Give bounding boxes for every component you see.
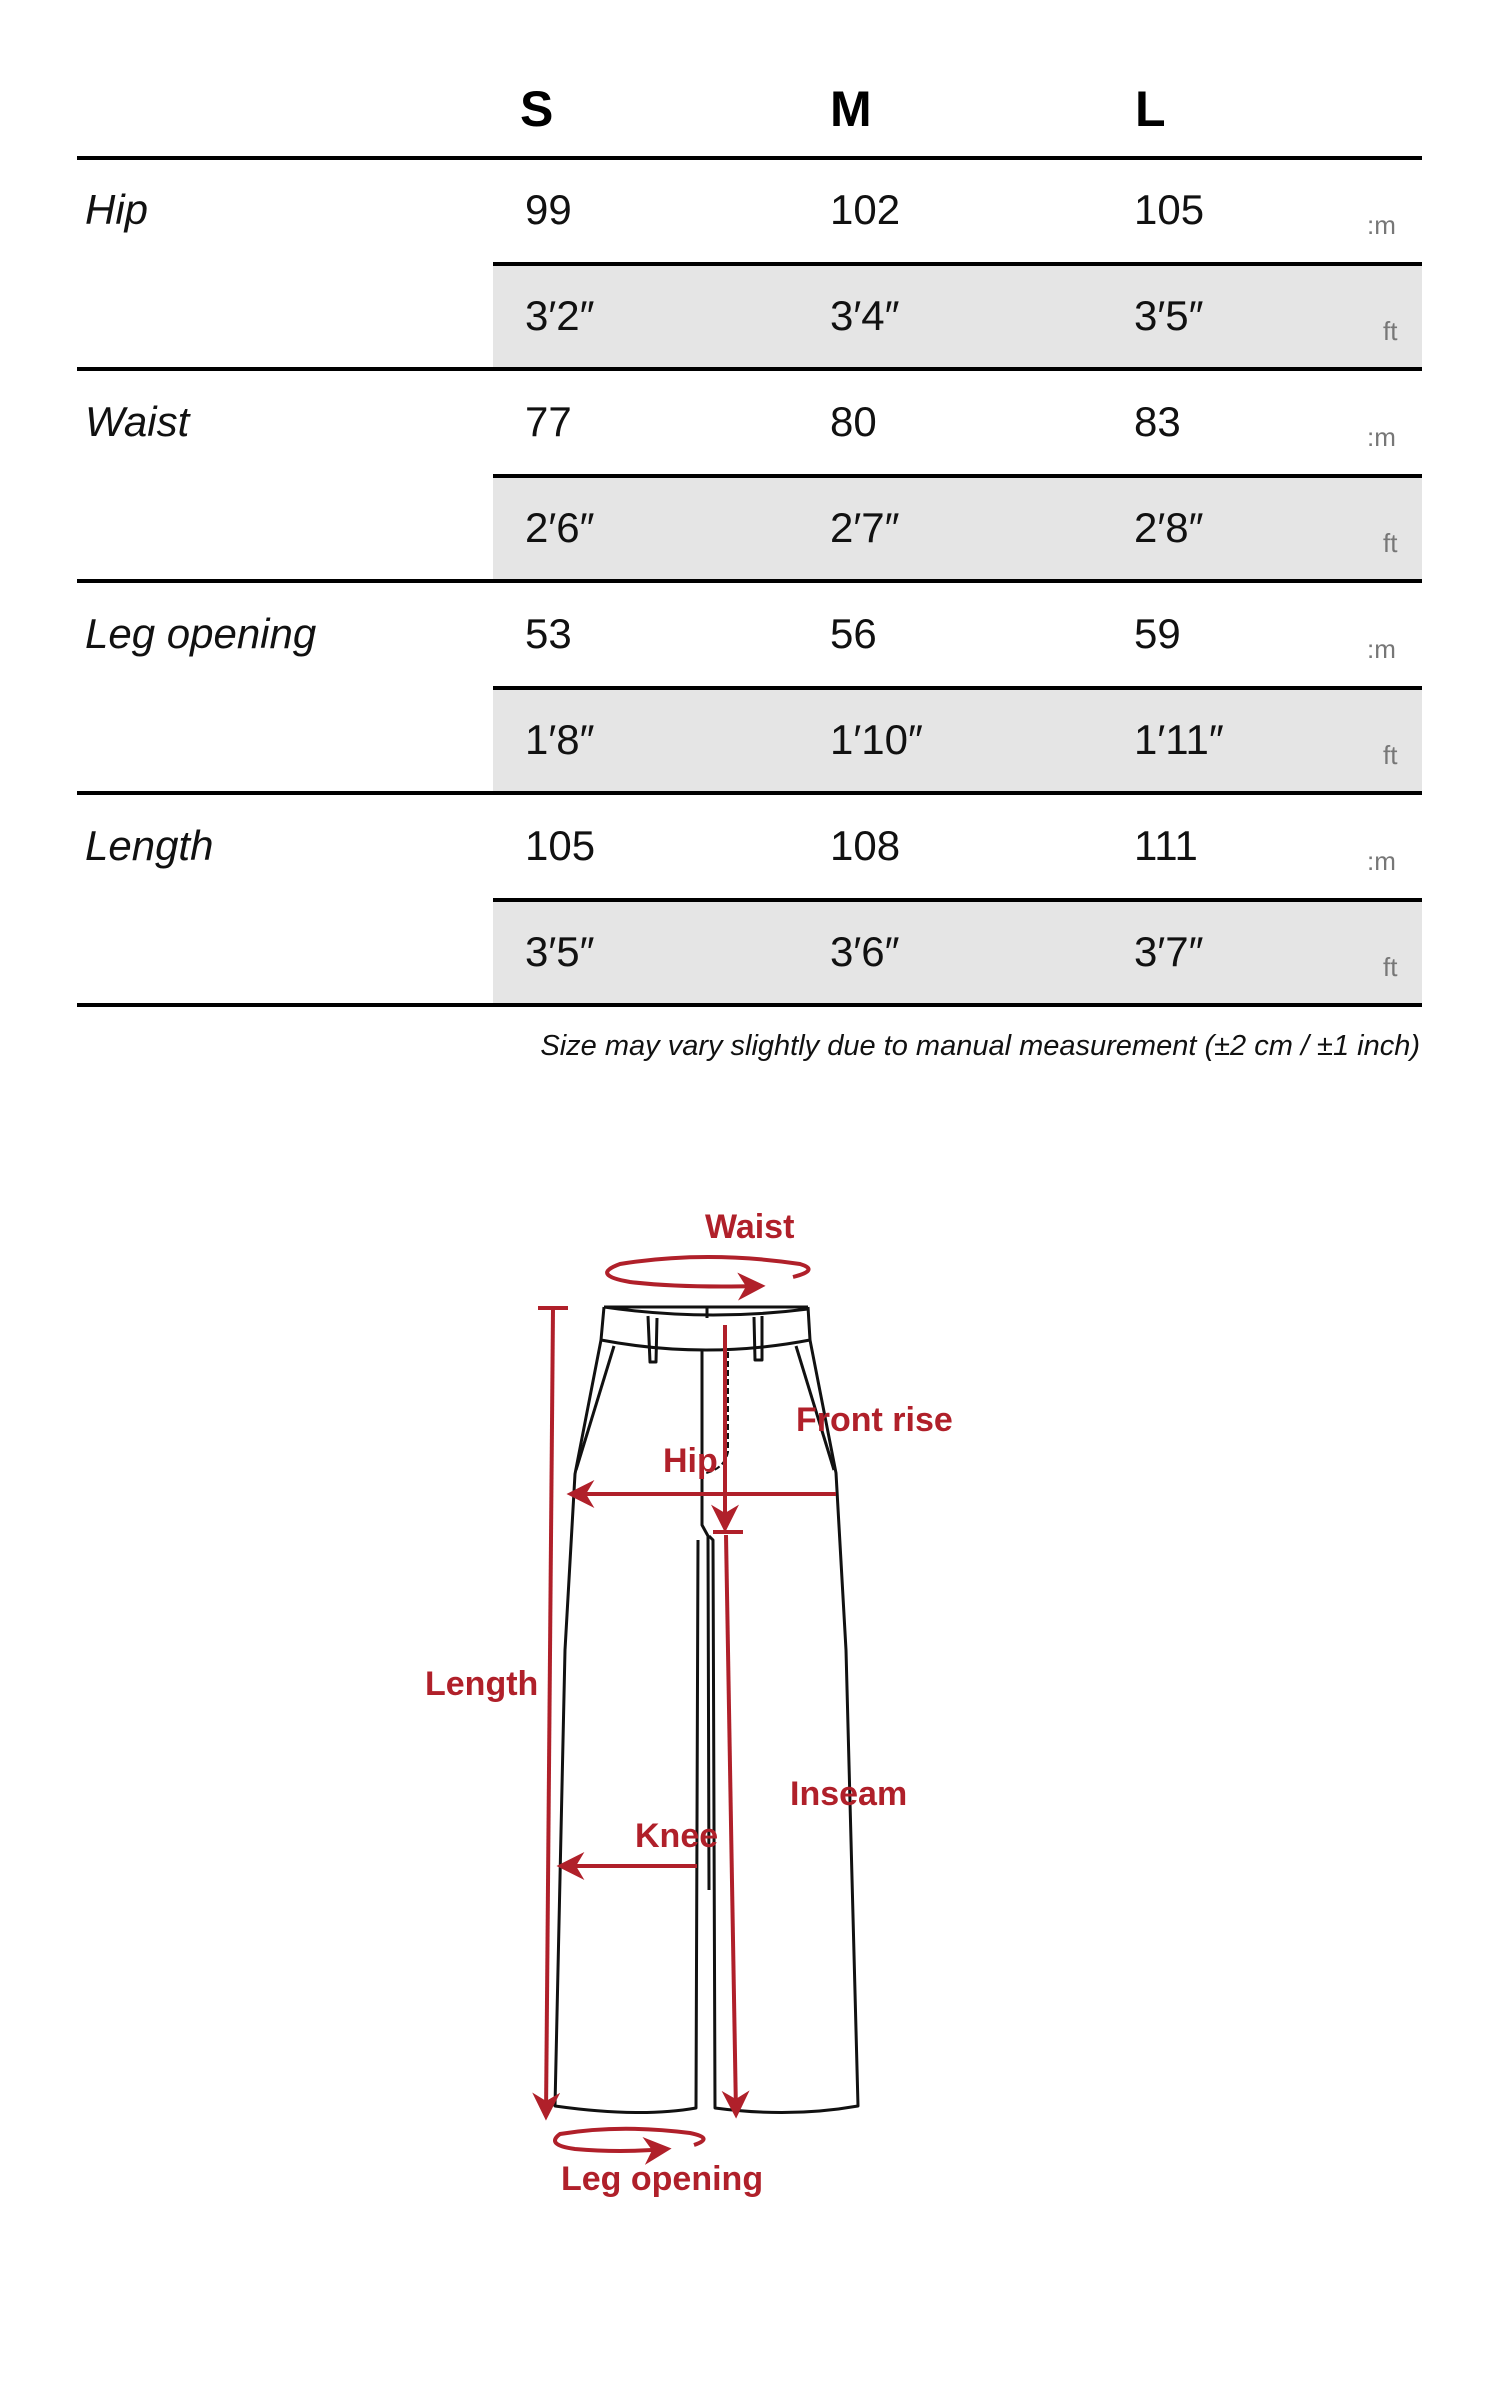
ft-value-s: 3′2″ <box>525 292 595 339</box>
pants-measurement-diagram <box>0 1180 1500 2280</box>
cm-value-l: 105 <box>1134 186 1205 233</box>
column-header-l: L <box>1135 81 1166 137</box>
cm-value-s: 105 <box>525 822 596 869</box>
column-header-s: S <box>520 81 554 137</box>
cm-value-l: 59 <box>1134 610 1181 657</box>
length-label: Length <box>425 1665 539 1703</box>
sub-rule <box>493 898 1422 902</box>
column-header-m: M <box>830 81 872 137</box>
unit-cm: :m <box>1367 846 1396 876</box>
sub-rule <box>493 686 1422 690</box>
leg-opening-label: Leg opening <box>561 2160 764 2198</box>
ft-value-l: 2′8″ <box>1134 504 1204 551</box>
ft-value-l: 3′5″ <box>1134 292 1204 339</box>
ft-row-background <box>493 477 1422 579</box>
unit-cm: :m <box>1367 634 1396 664</box>
ft-value-s: 1′8″ <box>525 716 595 763</box>
sub-rule <box>493 474 1422 478</box>
cm-value-l: 111 <box>1134 822 1198 869</box>
section-rule <box>77 1003 1422 1007</box>
cm-value-m: 80 <box>830 398 877 445</box>
ft-row-background <box>493 265 1422 367</box>
ft-value-m: 3′4″ <box>830 292 900 339</box>
cm-value-s: 99 <box>525 186 572 233</box>
measurement-disclaimer: Size may vary slightly due to manual measurement (±2 cm / ±1 inch) <box>540 1030 1420 1062</box>
ft-value-s: 3′5″ <box>525 928 595 975</box>
row-label: Leg opening <box>85 610 317 657</box>
waist-label: Waist <box>705 1208 795 1246</box>
front-rise-label: Front rise <box>796 1401 953 1439</box>
section-rule <box>77 367 1422 371</box>
ft-value-s: 2′6″ <box>525 504 595 551</box>
ft-row-background <box>493 689 1422 791</box>
cm-value-l: 83 <box>1134 398 1181 445</box>
section-rule <box>77 791 1422 795</box>
ft-value-m: 1′10″ <box>830 716 923 763</box>
cm-value-m: 102 <box>830 186 901 233</box>
row-label: Hip <box>85 186 149 233</box>
row-label: Waist <box>85 398 190 445</box>
ft-value-l: 1′11″ <box>1134 716 1224 763</box>
hip-label: Hip <box>663 1442 718 1480</box>
cm-value-m: 108 <box>830 822 901 869</box>
ft-row-background <box>493 901 1422 1003</box>
ft-value-m: 3′6″ <box>830 928 900 975</box>
ft-value-m: 2′7″ <box>830 504 900 551</box>
knee-label: Knee <box>635 1817 719 1855</box>
ft-value-l: 3′7″ <box>1134 928 1204 975</box>
cm-value-s: 77 <box>525 398 572 445</box>
sub-rule <box>493 262 1422 266</box>
unit-ft: ft <box>1383 528 1398 558</box>
pants-outline-icon <box>0 1180 1500 2280</box>
unit-cm: :m <box>1367 422 1396 452</box>
cm-value-m: 56 <box>830 610 877 657</box>
unit-ft: ft <box>1383 952 1398 982</box>
section-rule <box>77 579 1422 583</box>
header-rule <box>77 156 1422 160</box>
unit-ft: ft <box>1383 316 1398 346</box>
cm-value-s: 53 <box>525 610 572 657</box>
row-label: Length <box>85 822 214 869</box>
inseam-label: Inseam <box>790 1775 908 1813</box>
unit-ft: ft <box>1383 740 1398 770</box>
unit-cm: :m <box>1367 210 1396 240</box>
